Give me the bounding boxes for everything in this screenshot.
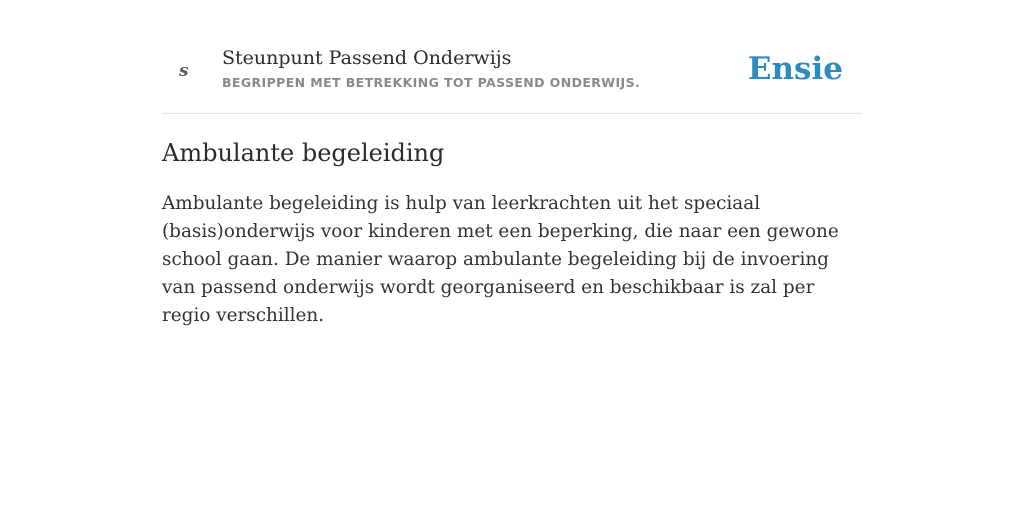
site-header [162, 0, 862, 114]
entry-body: Ambulante begeleiding is hulp van leerkrachten uit het speciaal (basis)onderwijs voor kinderen met een beperking, die naar een gewone school gaan. De manier waarop ambulante begeleiding bij de invoering van passend onderwijs wordt georganiseerd en beschikbaar is zal per regio verschillen. [162, 193, 839, 326]
site-title-link[interactable]: Steunpunt Passend Onderwijs [222, 47, 512, 69]
ensie-brand-logo[interactable]: Ensie [747, 51, 843, 87]
site-subtitle: BEGRIPPEN MET BETREKKING TOT PASSEND ONDERWIJS. [222, 75, 641, 90]
entry-title: Ambulante begeleiding [162, 139, 445, 167]
page-container [162, 0, 862, 326]
site-logo-icon[interactable]: s [179, 61, 189, 81]
